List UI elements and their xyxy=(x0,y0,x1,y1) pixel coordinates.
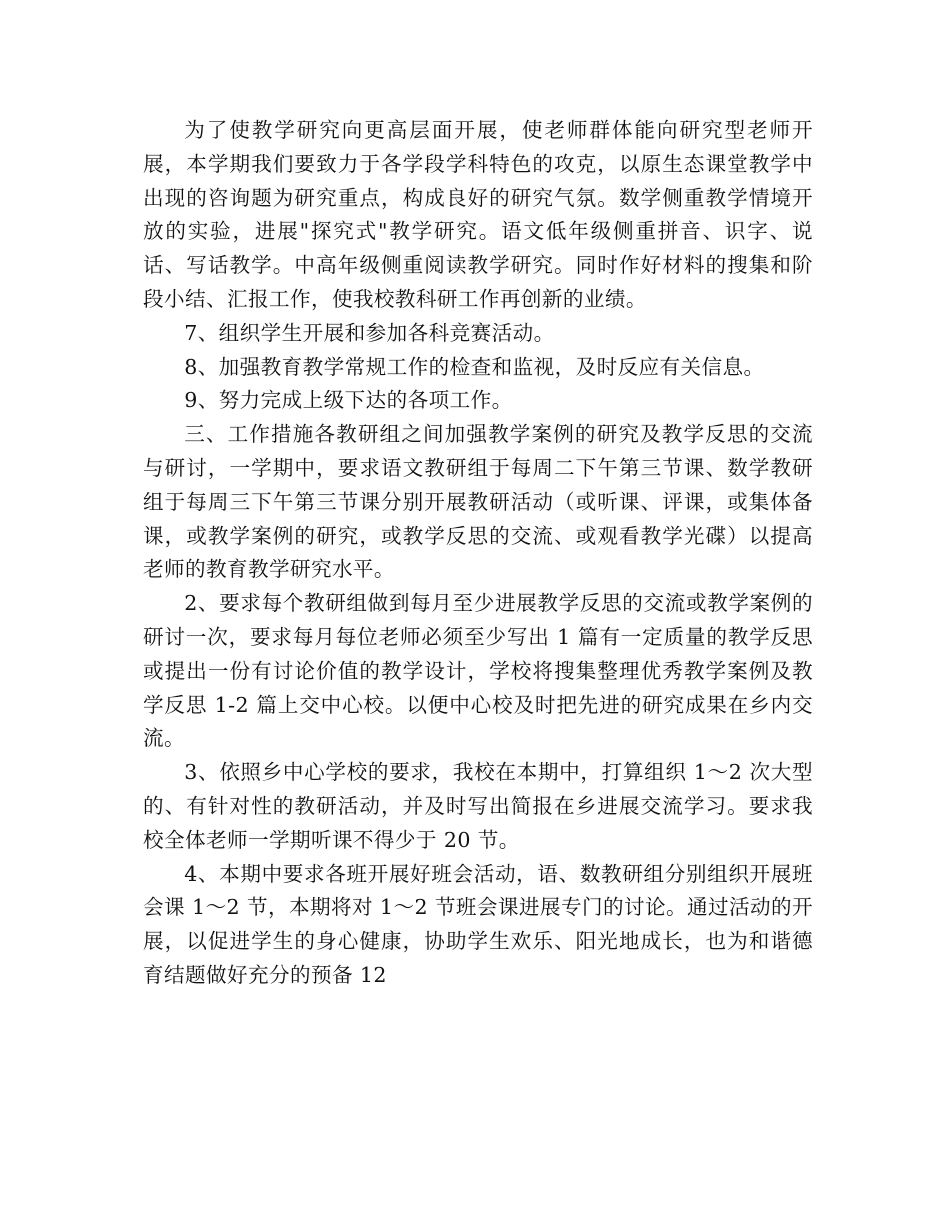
paragraph-research-goals: 为了使教学研究向更高层面开展，使老师群体能向研究型老师开展，本学期我们要致力于各学段学科特色的攻克，以原生态课堂教学中出现的咨询题为研究重点，构成良好的研究气氛。数学侧重教学情境开放的实验，进展"探究式"教学研究。语文低年级侧重拼音、识字、说话、写话教学。中高年级侧重阅读教学研究。同时作好材料的搜集和阶段小结、汇报工作，使我校教科研工作再创新的业绩。 xyxy=(143,118,813,311)
paragraph-work-measures: 三、工作措施各教研组之间加强教学案例的研究及教学反思的交流与研讨，一学期中，要求语文教研组于每周二下午第三节课、数学教研组于每周三下午第三节课分别开展教研活动（或听课、评课，或集体备课，或教学案例的研究，或教学反思的交流、或观看教学光碟）以提高老师的教育教学研究水平。 xyxy=(143,422,813,582)
paragraph-item-8: 8、加强教育教学常规工作的检查和监视，及时反应有关信息。 xyxy=(184,354,765,379)
paragraph-item-9: 9、努力完成上级下达的各项工作。 xyxy=(184,388,513,413)
paragraph-item-7: 7、组织学生开展和参加各科竞赛活动。 xyxy=(184,320,555,345)
paragraph-measure-2: 2、要求每个教研组做到每月至少进展教学反思的交流或教学案例的研讨一次，要求每月每位老师必须至少写出 1 篇有一定质量的教学反思或提出一份有讨论价值的教学设计，学校将搜集整理优秀教学案例及教学反思 1-2 篇上交中心校。以便中心校及时把先进的研究成果在乡内交流。 xyxy=(143,591,813,751)
paragraph-measure-4: 4、本期中要求各班开展好班会活动，语、数教研组分别组织开展班会课 1～2 节，本期将对 1～2 节班会课进展专门的讨论。通过活动的开展，以促进学生的身心健康，协助学生欢乐、阳光地成长，也为和谐德育结题做好充分的预备 12 xyxy=(143,861,813,987)
document-body xyxy=(143,114,813,993)
paragraph-measure-3: 3、依照乡中心学校的要求，我校在本期中，打算组织 1～2 次大型的、有针对性的教研活动，并及时写出简报在乡进展交流学习。要求我校全体老师一学期听课不得少于 20 节。 xyxy=(143,760,813,852)
